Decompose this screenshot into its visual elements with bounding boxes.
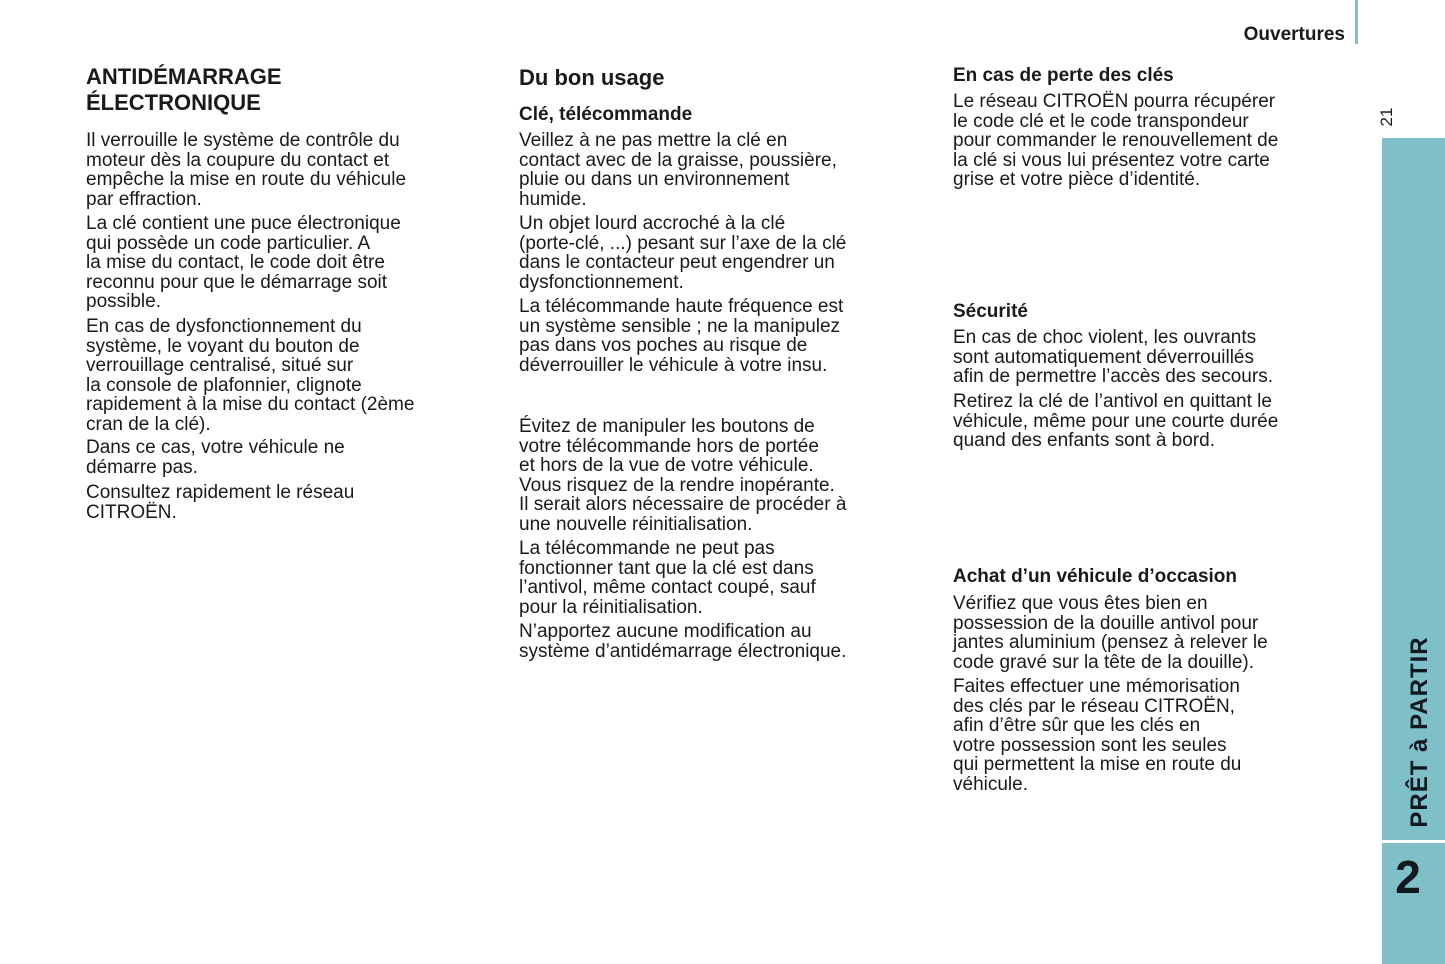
header-accent-bar [1355,0,1358,44]
paragraph: Le réseau CITROËN pourra récupérer le code clé et le code transpondeur pour commander le renouvellement de la clé si vous lui présentez votre carte grise et votre pièce d’identité. [953,91,1279,191]
subsection-title-securite: Sécurité [953,301,1028,322]
section-title-bon-usage: Du bon usage [519,65,665,90]
section-title-antidemarrage: ANTIDÉMARRAGE ÉLECTRONIQUE [86,64,282,115]
subsection-title-perte: En cas de perte des clés [953,65,1174,86]
paragraph: Faites effectuer une mémorisation des clés par le réseau CITROËN, afin d’être sûr que les clés en votre possession sont les seules qui permettent la mise en route du véhicule. [953,676,1242,795]
section-header: Ouvertures [1243,24,1345,45]
paragraph: Veillez à ne pas mettre la clé en contact avec de la graisse, poussière, pluie ou dans un environnement humide. [519,130,837,210]
paragraph: La télécommande haute fréquence est un système sensible ; ne la manipulez pas dans vos poches au risque de déverrouiller le véhicule à votre insu. [519,296,844,376]
paragraph: Il verrouille le système de contrôle du moteur dès la coupure du contact et empêche la mise en route du véhicule par effraction. [86,130,407,210]
paragraph: Un objet lourd accroché à la clé (porte-clé, ...) pesant sur l’axe de la clé dans le contacteur peut engendrer un dysfonctionnement. [519,213,847,293]
paragraph: En cas de dysfonctionnement du système, le voyant du bouton de verrouillage centralisé, situé sur la console de plafonnier, clignote rapidement à la mise du contact (2ème cran de la clé). [86,316,415,435]
paragraph: Évitez de manipuler les boutons de votre télécommande hors de portée et hors de la vue de votre véhicule. Vous risquez de la rendre inopérante. Il serait alors nécessaire de procéder à une nouvelle réinitialisation. [519,416,847,535]
paragraph: Vérifiez que vous êtes bien en possession de la douille antivol pour jantes aluminium (pensez à relever le code gravé sur la tête de la douille). [953,593,1268,673]
paragraph: La clé contient une puce électronique qui possède un code particulier. A la mise du contact, le code doit être reconnu pour que le démarrage soit possible. [86,213,401,313]
subsection-title-cle: Clé, télécommande [519,104,693,125]
chapter-number: 2 [1395,851,1421,903]
chapter-divider [1382,840,1445,843]
page-number: 21 [1377,107,1396,127]
paragraph: Dans ce cas, votre véhicule ne démarre pas. [86,437,345,478]
paragraph: En cas de choc violent, les ouvrants sont automatiquement déverrouillés afin de permettre l’accès des secours. [953,327,1273,388]
chapter-title: PRÊT à PARTIR [1406,636,1433,828]
paragraph: La télécommande ne peut pas fonctionner tant que la clé est dans l’antivol, même contact coupé, sauf pour la réinitialisation. [519,538,816,618]
subsection-title-occasion: Achat d’un véhicule d’occasion [953,566,1238,587]
paragraph: Retirez la clé de l’antivol en quittant le véhicule, même pour une courte durée quand des enfants sont à bord. [953,391,1279,452]
paragraph: N’apportez aucune modification au système d’antidémarrage électronique. [519,621,847,662]
paragraph: Consultez rapidement le réseau CITROËN. [86,482,355,523]
